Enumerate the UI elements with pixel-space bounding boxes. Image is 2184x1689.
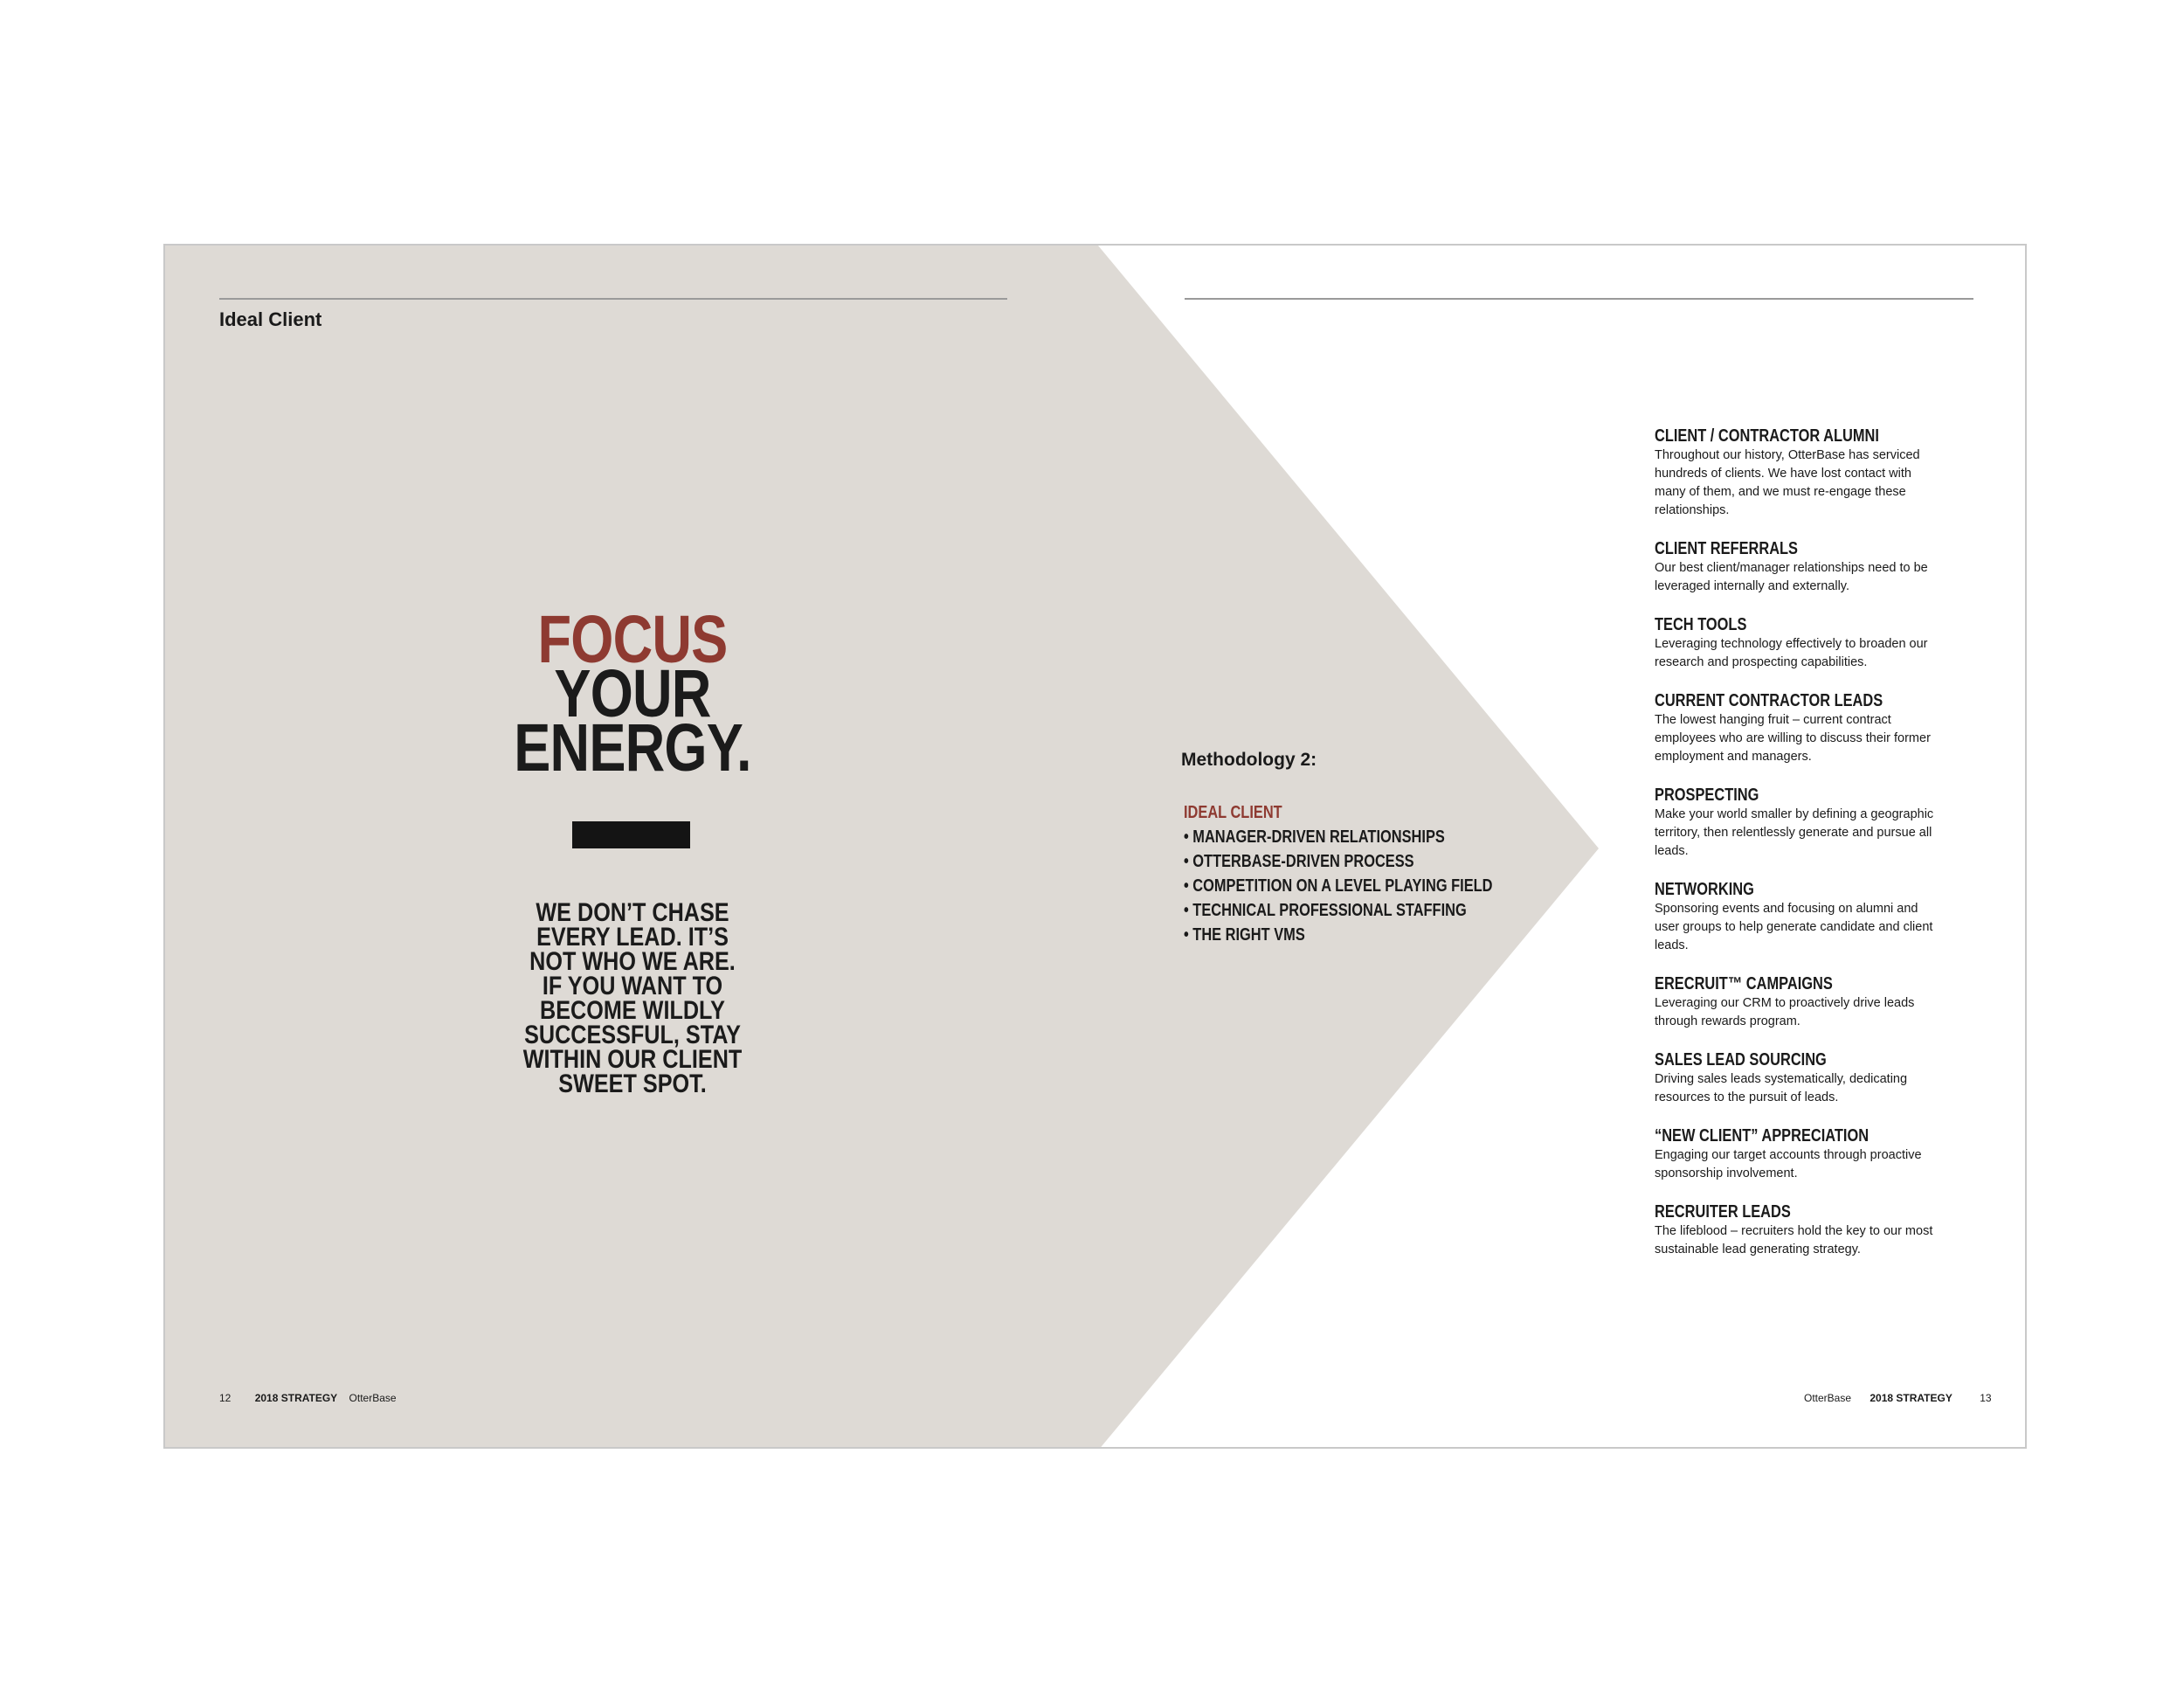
left-header-rule bbox=[219, 298, 1007, 300]
topic-item bbox=[1655, 1202, 1943, 1259]
topic-description: The lowest hanging fruit – current contract employees who are willing to discuss their former employment and managers. bbox=[1655, 713, 1931, 764]
topic-item bbox=[1655, 1126, 1943, 1183]
right-header-rule bbox=[1185, 298, 1973, 300]
headline-line-1: FOCUS bbox=[537, 602, 728, 677]
methodology-item: • OTTERBASE-DRIVEN PROCESS bbox=[1184, 852, 1414, 871]
methodology-title: Methodology 2: bbox=[1181, 750, 1317, 770]
topic-title: SALES LEAD SOURCING bbox=[1655, 1050, 1827, 1069]
quote bbox=[497, 898, 769, 1098]
topic-title: CLIENT / CONTRACTOR ALUMNI bbox=[1655, 426, 1879, 446]
topic-title: RECRUITER LEADS bbox=[1655, 1202, 1791, 1222]
headline-line-3: ENERGY. bbox=[514, 710, 751, 786]
headline bbox=[503, 602, 761, 786]
quote-line: IF YOU WANT TO bbox=[542, 972, 723, 1000]
topic-item bbox=[1655, 1050, 1943, 1107]
headline-line-2: YOUR bbox=[554, 656, 711, 731]
left-folio bbox=[219, 1392, 418, 1404]
quote-line: EVERY LEAD. IT’S bbox=[536, 923, 729, 952]
folio-brand: OtterBase bbox=[1804, 1392, 1852, 1404]
folio-strategy: 2018 STRATEGY bbox=[1870, 1392, 1952, 1404]
topic-title: “NEW CLIENT” APPRECIATION bbox=[1655, 1126, 1870, 1146]
methodology-item: • COMPETITION ON A LEVEL PLAYING FIELD bbox=[1184, 876, 1493, 896]
page-number: 13 bbox=[1980, 1392, 1992, 1404]
section-label: Ideal Client bbox=[219, 308, 322, 330]
topic-description: Throughout our history, OtterBase has serviced hundreds of clients. We have lost contact with many of them, and we must re-engage these relationships. bbox=[1655, 448, 1920, 517]
topic-description: Sponsoring events and focusing on alumni and user groups to help generate candidate and client leads. bbox=[1655, 902, 1933, 952]
methodology-list bbox=[1184, 800, 1586, 947]
topic-item bbox=[1655, 691, 1943, 766]
topic-item bbox=[1655, 539, 1943, 596]
methodology-highlight: IDEAL CLIENT bbox=[1184, 803, 1282, 822]
topic-title: PROSPECTING bbox=[1655, 786, 1759, 805]
topic-title: CLIENT REFERRALS bbox=[1655, 539, 1798, 558]
topic-list bbox=[1655, 426, 1943, 1278]
topic-description: Our best client/manager relationships need to be leveraged internally and externally. bbox=[1655, 561, 1928, 593]
topic-description: Engaging our target accounts through proactive sponsorship involvement. bbox=[1655, 1148, 1922, 1180]
topic-title: TECH TOOLS bbox=[1655, 615, 1747, 634]
topic-item bbox=[1655, 786, 1943, 861]
topic-description: Leveraging our CRM to proactively drive leads through rewards program. bbox=[1655, 996, 1915, 1028]
methodology-item: • TECHNICAL PROFESSIONAL STAFFING bbox=[1184, 901, 1467, 920]
topic-description: Make your world smaller by defining a geographic territory, then relentlessly generate and pursue all leads. bbox=[1655, 807, 1934, 858]
topic-description: The lifeblood – recruiters hold the key to our most sustainable lead generating strategy. bbox=[1655, 1224, 1933, 1256]
quote-line: SWEET SPOT. bbox=[558, 1069, 707, 1098]
quote-line: SUCCESSFUL, STAY bbox=[524, 1021, 741, 1049]
topic-item bbox=[1655, 880, 1943, 955]
quote-line: BECOME WILDLY bbox=[540, 996, 725, 1025]
topic-title: ERECRUIT™ CAMPAIGNS bbox=[1655, 974, 1833, 993]
quote-line: WE DON’T CHASE bbox=[536, 898, 729, 927]
divider-bar bbox=[572, 821, 690, 848]
methodology-item: • MANAGER-DRIVEN RELATIONSHIPS bbox=[1184, 827, 1445, 847]
brochure-spread bbox=[163, 244, 2027, 1449]
topic-item bbox=[1655, 615, 1943, 672]
methodology-item: • THE RIGHT VMS bbox=[1184, 925, 1305, 945]
topic-title: CURRENT CONTRACTOR LEADS bbox=[1655, 691, 1883, 710]
quote-line: NOT WHO WE ARE. bbox=[529, 947, 736, 976]
topic-description: Leveraging technology effectively to broaden our research and prospecting capabilities. bbox=[1655, 637, 1928, 669]
quote-line: WITHIN OUR CLIENT bbox=[522, 1045, 743, 1074]
right-folio bbox=[1804, 1392, 1992, 1404]
topic-item bbox=[1655, 974, 1943, 1031]
folio-brand: OtterBase bbox=[349, 1392, 397, 1404]
folio-strategy: 2018 STRATEGY bbox=[254, 1392, 338, 1404]
topic-description: Driving sales leads systematically, dedicating resources to the pursuit of leads. bbox=[1655, 1072, 1908, 1104]
topic-item bbox=[1655, 426, 1943, 520]
topic-title: NETWORKING bbox=[1655, 880, 1754, 899]
page-number: 12 bbox=[219, 1392, 232, 1404]
